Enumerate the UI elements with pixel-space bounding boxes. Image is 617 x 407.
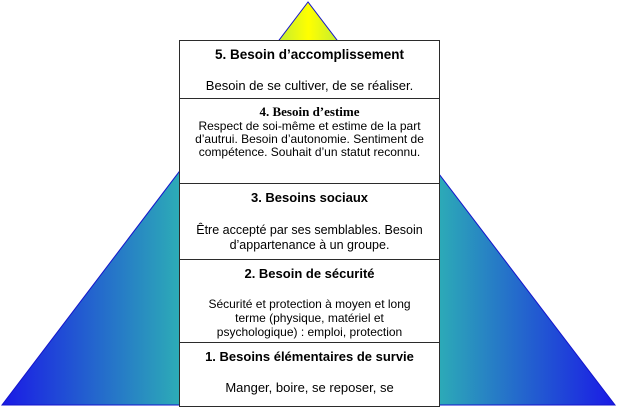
level-2-description: Sécurité et protection à moyen et long terme (physique, matériel et psychologique) : emploi, protection: [208, 297, 411, 339]
level-1-title: 1. Besoins élémentaires de survie: [205, 349, 414, 364]
level-5-title: 5. Besoin d’accomplissement: [214, 47, 405, 62]
level-4-description: Respect de soi-même et estime de la part d’autrui. Besoin d’autonomie. Sentiment de compétence. Souhait d’un statut reconnu.: [195, 119, 424, 159]
pyramid-level-2: [179, 259, 440, 343]
level-3-title: 3. Besoins sociaux: [250, 190, 369, 205]
pyramid-level-5: [179, 40, 440, 99]
level-5-description: Besoin de se cultiver, de se réaliser.: [205, 78, 414, 93]
level-1-description: Manger, boire, se reposer, se: [225, 380, 394, 395]
pyramid-level-1: [179, 342, 440, 407]
level-3-description: Être accepté par ses semblables. Besoin d’appartenance à un groupe.: [196, 223, 423, 252]
level-4-title: 4. Besoin d’estime: [259, 104, 360, 119]
pyramid-level-3: [179, 183, 440, 260]
pyramid-level-4: [179, 98, 440, 184]
level-2-title: 2. Besoin de sécurité: [244, 266, 375, 281]
